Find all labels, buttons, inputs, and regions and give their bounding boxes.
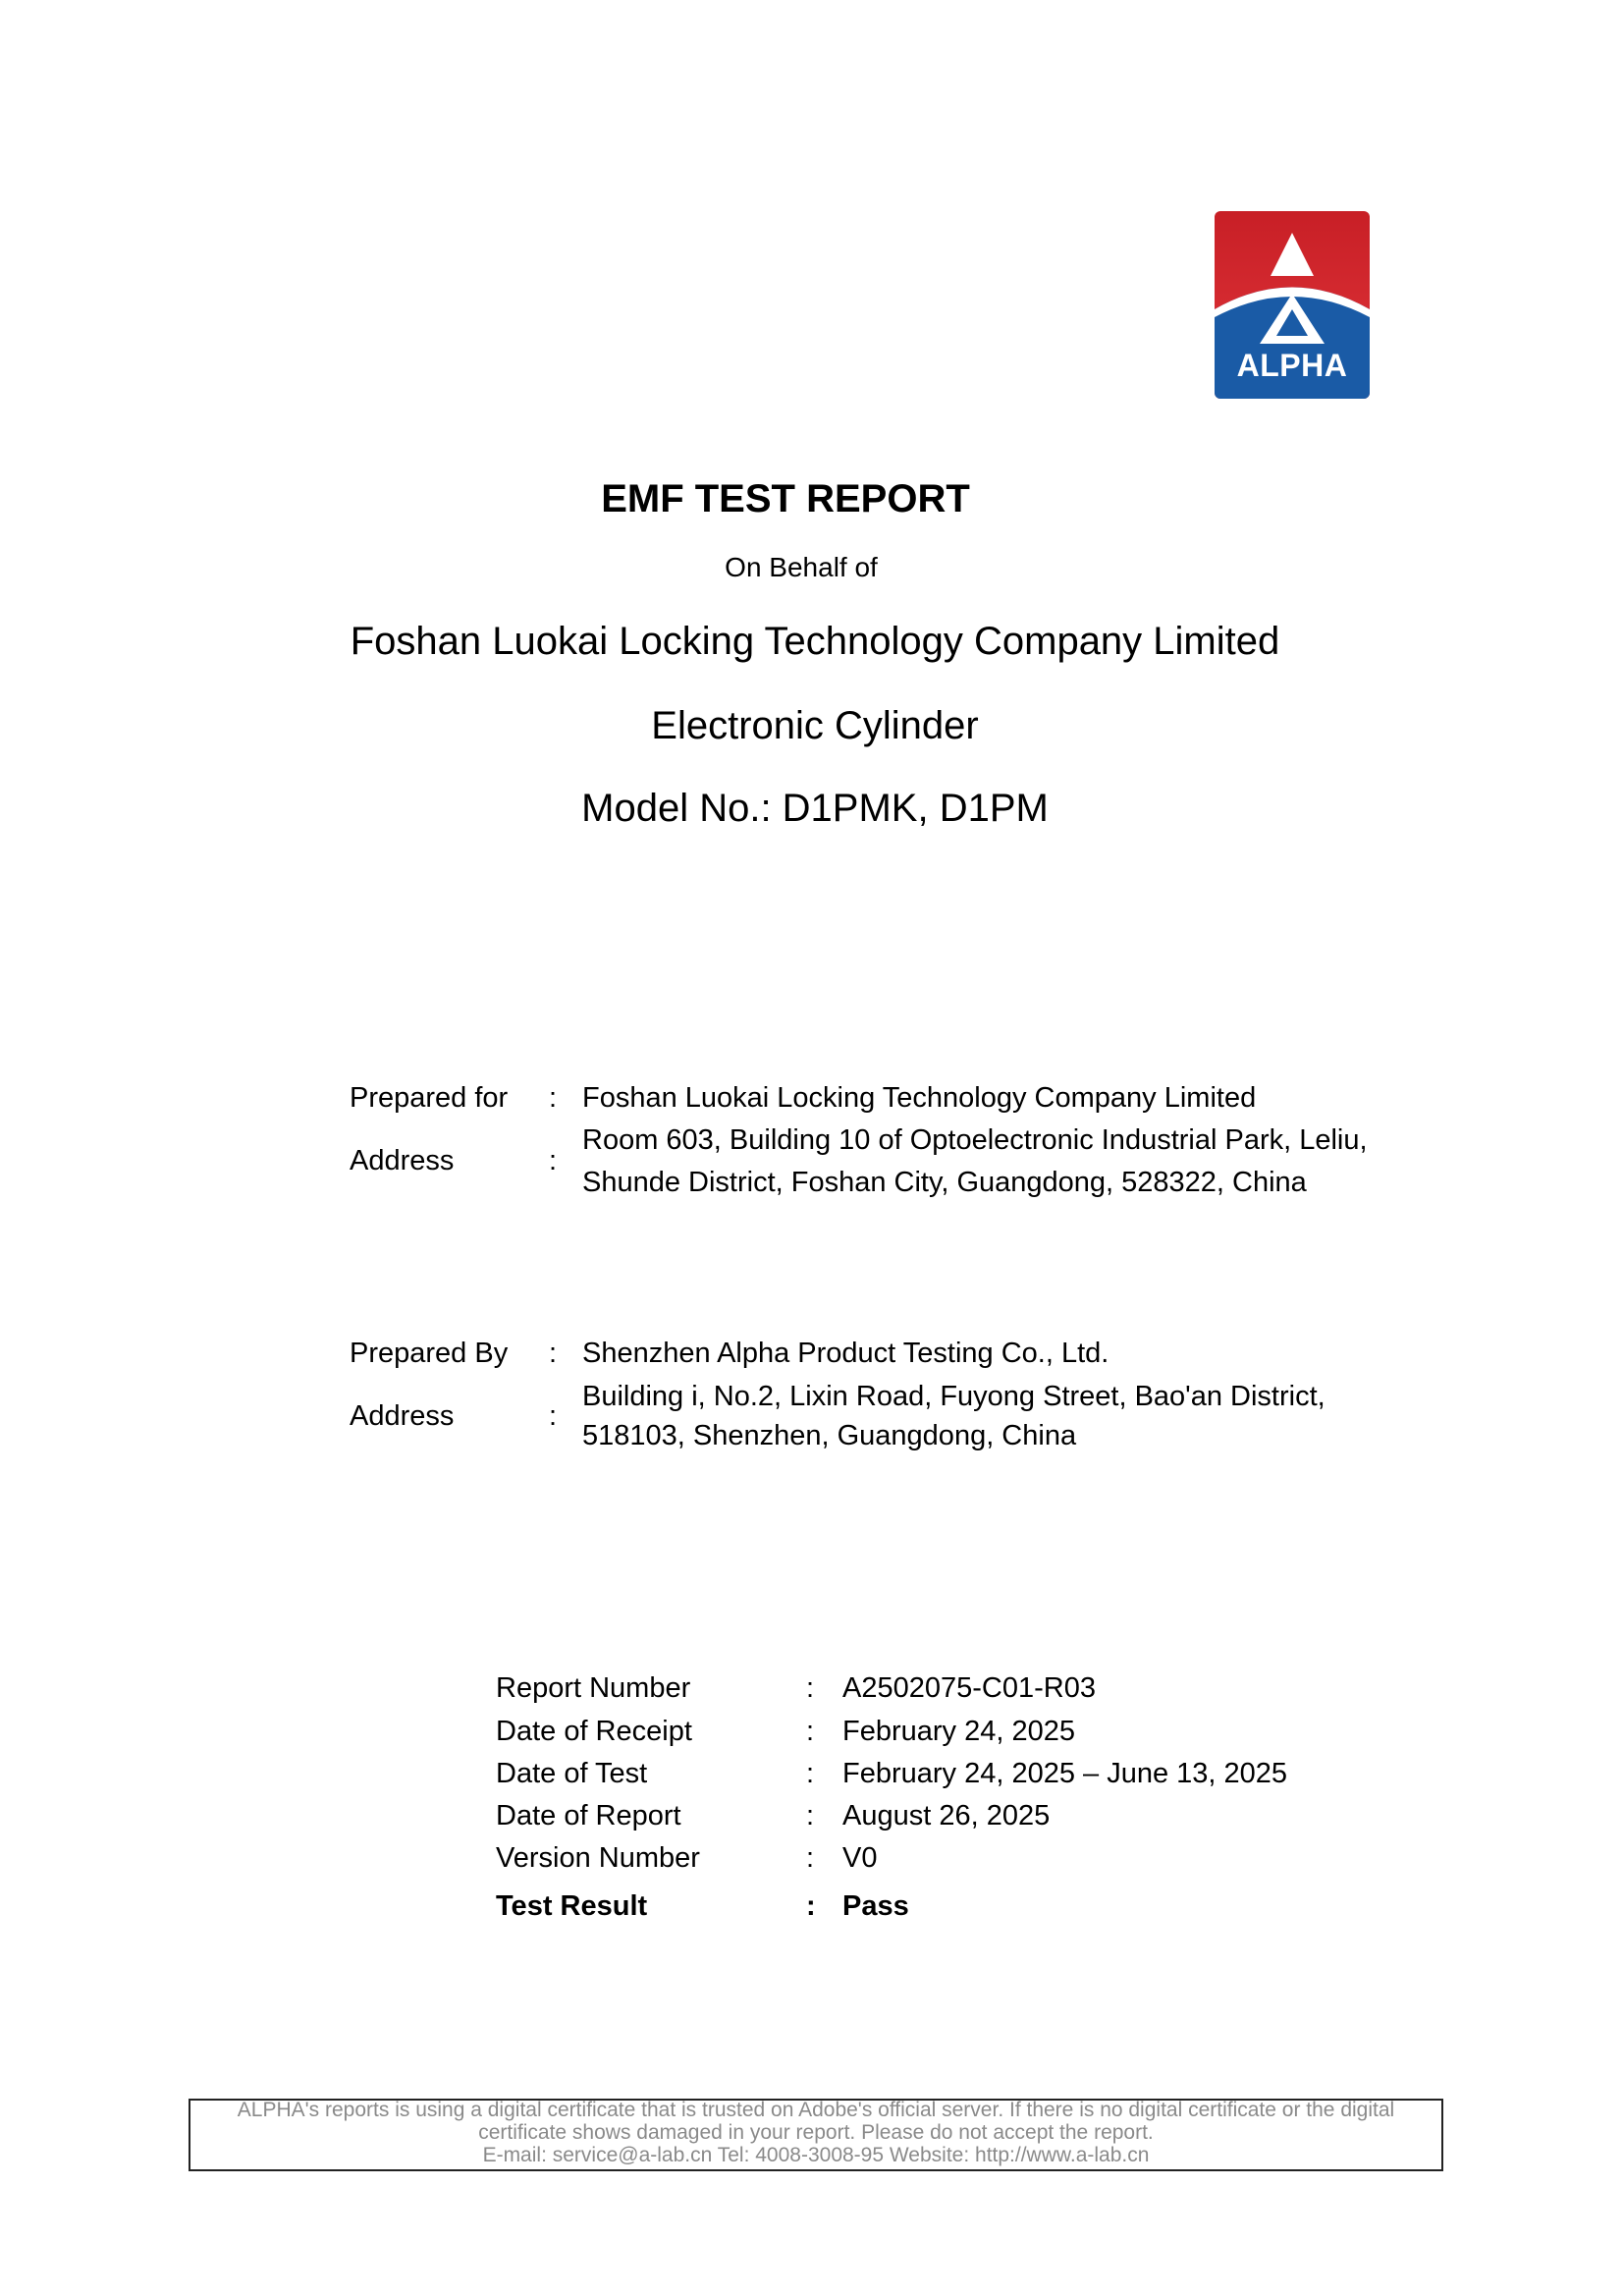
detail-value-test-result: Pass xyxy=(842,1890,909,1922)
prepared-for-colon: : xyxy=(549,1082,558,1114)
prepared-by-address-line1: Building i, No.2, Lixin Road, Fuyong Street, Bao'an District, xyxy=(582,1381,1325,1412)
detail-value-date-of-test: February 24, 2025 – June 13, 2025 xyxy=(842,1758,1288,1789)
detail-label-date-of-report: Date of Report xyxy=(496,1800,681,1831)
prepared-by-colon: : xyxy=(549,1338,558,1369)
alpha-logo xyxy=(1215,211,1370,399)
detail-colon: : xyxy=(806,1890,816,1922)
prepared-for-address-line1: Room 603, Building 10 of Optoelectronic Industrial Park, Leliu, xyxy=(582,1124,1368,1156)
digital-certificate-notice xyxy=(189,2099,1443,2171)
prepared-by-label: Prepared By xyxy=(350,1338,509,1369)
prepared-for-address-label: Address xyxy=(350,1145,455,1176)
report-title: EMF TEST REPORT xyxy=(601,477,970,520)
prepared-by-address-line2: 518103, Shenzhen, Guangdong, China xyxy=(582,1420,1077,1451)
detail-colon: : xyxy=(806,1758,815,1789)
prepared-for-address-colon: : xyxy=(549,1145,558,1176)
detail-label-date-of-receipt: Date of Receipt xyxy=(496,1716,692,1747)
detail-value-date-of-receipt: February 24, 2025 xyxy=(842,1716,1075,1747)
detail-value-version-number: V0 xyxy=(842,1842,878,1874)
detail-label-date-of-test: Date of Test xyxy=(496,1758,648,1789)
detail-value-date-of-report: August 26, 2025 xyxy=(842,1800,1051,1831)
prepared-by-name: Shenzhen Alpha Product Testing Co., Ltd. xyxy=(582,1338,1109,1369)
notice-line-1: ALPHA's reports is using a digital certificate that is trusted on Adobe's official server. If there is no digital certificate or the digital xyxy=(237,2099,1395,2121)
prepared-by-address-colon: : xyxy=(549,1400,558,1432)
detail-colon: : xyxy=(806,1672,815,1704)
prepared-for-label: Prepared for xyxy=(350,1082,509,1114)
detail-colon: : xyxy=(806,1716,815,1747)
prepared-for-address-line2: Shunde District, Foshan City, Guangdong, 528322, China xyxy=(582,1167,1307,1198)
prepared-by-address-label: Address xyxy=(350,1400,455,1432)
detail-value-report-number: A2502075-C01-R03 xyxy=(842,1672,1096,1704)
product-name: Electronic Cylinder xyxy=(651,704,979,747)
detail-label-report-number: Report Number xyxy=(496,1672,691,1704)
detail-colon: : xyxy=(806,1800,815,1831)
on-behalf-label: On Behalf of xyxy=(725,552,878,582)
client-company-name: Foshan Luokai Locking Technology Company Limited xyxy=(350,620,1280,663)
logo-wordmark: ALPHA xyxy=(1236,348,1348,383)
prepared-for-name: Foshan Luokai Locking Technology Company Limited xyxy=(582,1082,1257,1114)
model-number: Model No.: D1PMK, D1PM xyxy=(581,787,1049,830)
contact-line: E-mail: service@a-lab.cn Tel: 4008-3008-95 Website: http://www.a-lab.cn xyxy=(482,2144,1150,2166)
detail-colon: : xyxy=(806,1842,815,1874)
detail-label-test-result: Test Result xyxy=(496,1890,648,1922)
notice-line-2: certificate shows damaged in your report. Please do not accept the report. xyxy=(478,2121,1154,2144)
detail-label-version-number: Version Number xyxy=(496,1842,700,1874)
